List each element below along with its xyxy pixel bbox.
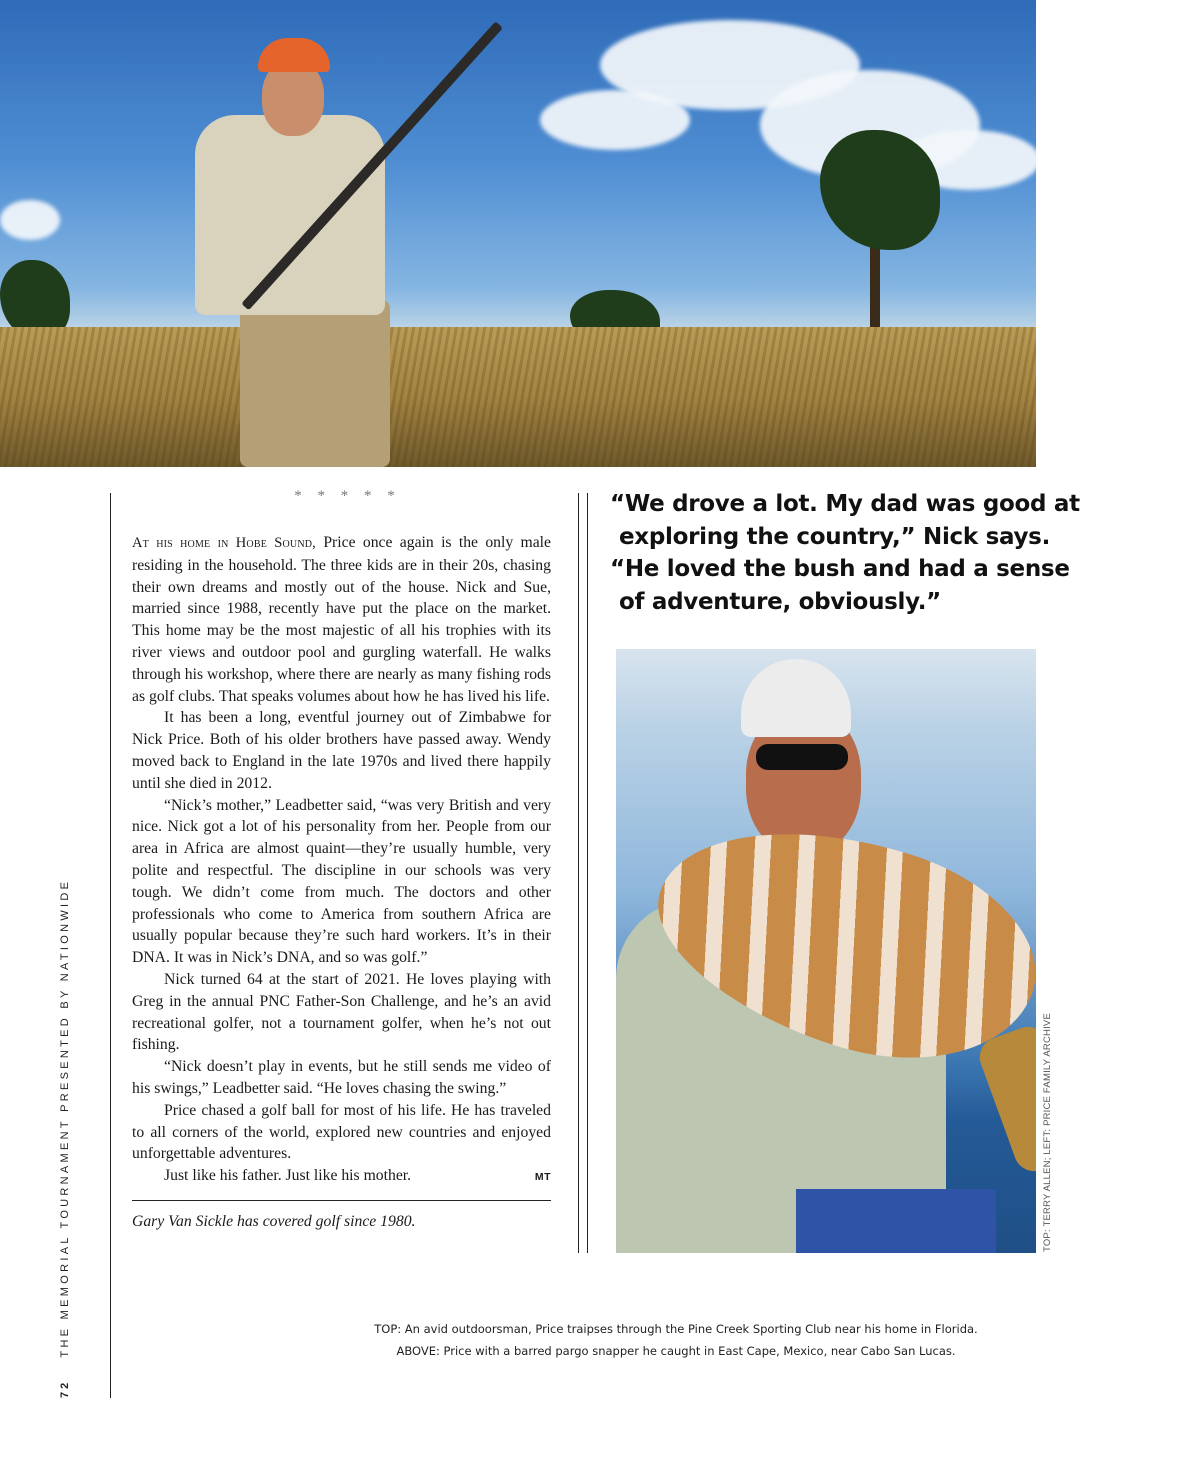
top-photo-hunter	[0, 0, 1036, 467]
pull-quote-line: “We drove a lot. My dad was good at	[610, 491, 1080, 517]
publication-name: THE MEMORIAL TOURNAMENT PRESENTED BY NATIONWIDE	[59, 878, 71, 1358]
end-mark: MT	[534, 1171, 551, 1184]
article-paragraph: Price chased a golf ball for most of his life. He has traveled to all corners of the world, explored new countries and enjoyed unforgettable adventures.	[132, 1101, 551, 1163]
pull-quote	[610, 488, 1080, 618]
margin-rule	[110, 493, 111, 1398]
fish-tail	[974, 1021, 1036, 1176]
final-paragraph	[132, 1165, 551, 1187]
section-break: * * * * *	[294, 488, 401, 504]
article-paragraph: “Nick’s mother,” Leadbetter said, “was very British and very nice. Nick got a lot of his personality from her. People from our area in Africa are almost quaint—they’re usually humble, very polite and respectful. The discipline in our schools was very tough. We didn’t come from much. The doctors and other professionals who come to America from southern Africa are usually popular because they’re such hard workers. It’s in their DNA. It was in Nick’s DNA, and so was golf.”	[132, 796, 551, 967]
grass-field	[0, 327, 1036, 467]
article-body	[132, 488, 551, 1231]
photo-credit: TOP: TERRY ALLEN; LEFT: PRICE FAMILY ARCHIVE	[1042, 1013, 1053, 1252]
bio-rule	[132, 1200, 551, 1201]
author-bio: Gary Van Sickle has covered golf since 1980.	[132, 1212, 416, 1230]
column-rule	[587, 493, 588, 1253]
fisherman-pants	[796, 1189, 996, 1253]
hunter-cap	[258, 38, 330, 72]
hunter-figure	[195, 115, 385, 315]
page-number: 72	[59, 1379, 71, 1398]
caption-top: TOP: An avid outdoorsman, Price traipses through the Pine Creek Sporting Club near his home in Florida.	[374, 1322, 978, 1336]
caption-above: ABOVE: Price with a barred pargo snapper he caught in East Cape, Mexico, near Cabo San Lucas.	[396, 1344, 956, 1358]
article-paragraph: At his home in Hobe Sound, Price once again is the only male residing in the household. The three kids are in their 20s, chasing their own dreams and mostly out of the house. Nick and Sue, married since 1988, recently have put the place on the market. This home may be the most majestic of all his trophies with its river views and outdoor pool and gurgling waterfall. He walks through his workshop, where there are nearly as many fishing rods as golf clubs. That speaks volumes about how he has lived his life.	[132, 534, 552, 705]
final-line: Just like his father. Just like his mother.	[164, 1167, 412, 1185]
hunter-figure	[240, 300, 390, 467]
running-footer	[59, 838, 75, 1398]
lead-in: At his home in Hobe Sound,	[132, 535, 317, 551]
cloud	[0, 200, 60, 240]
tree-canopy	[820, 130, 940, 250]
pull-quote-line: of adventure, obviously.”	[619, 588, 941, 615]
sunglasses	[756, 744, 848, 770]
fisherman-photo	[616, 649, 1036, 1253]
pull-quote-line: exploring the country,” Nick says.	[619, 523, 1051, 550]
column-rule	[578, 493, 579, 1253]
article-paragraph: Nick turned 64 at the start of 2021. He loves playing with Greg in the annual PNC Father-Son Challenge, and he’s an avid recreational golfer, not a tournament golfer, when he’s not out fishing.	[132, 970, 551, 1054]
pull-quote-line: “He loved the bush and had a sense	[610, 556, 1070, 582]
article-paragraph: It has been a long, eventful journey out of Zimbabwe for Nick Price. Both of his older brothers have passed away. Wendy moved back to England in the late 1970s and lived there happily until she died in 2012.	[132, 709, 551, 792]
photo-captions	[160, 1318, 1192, 1362]
cloud	[540, 90, 690, 150]
article-paragraph: “Nick doesn’t play in events, but he still sends me video of his swings,” Leadbetter said. “He loves chasing the swing.”	[132, 1058, 551, 1097]
fisherman-cap	[741, 659, 851, 737]
